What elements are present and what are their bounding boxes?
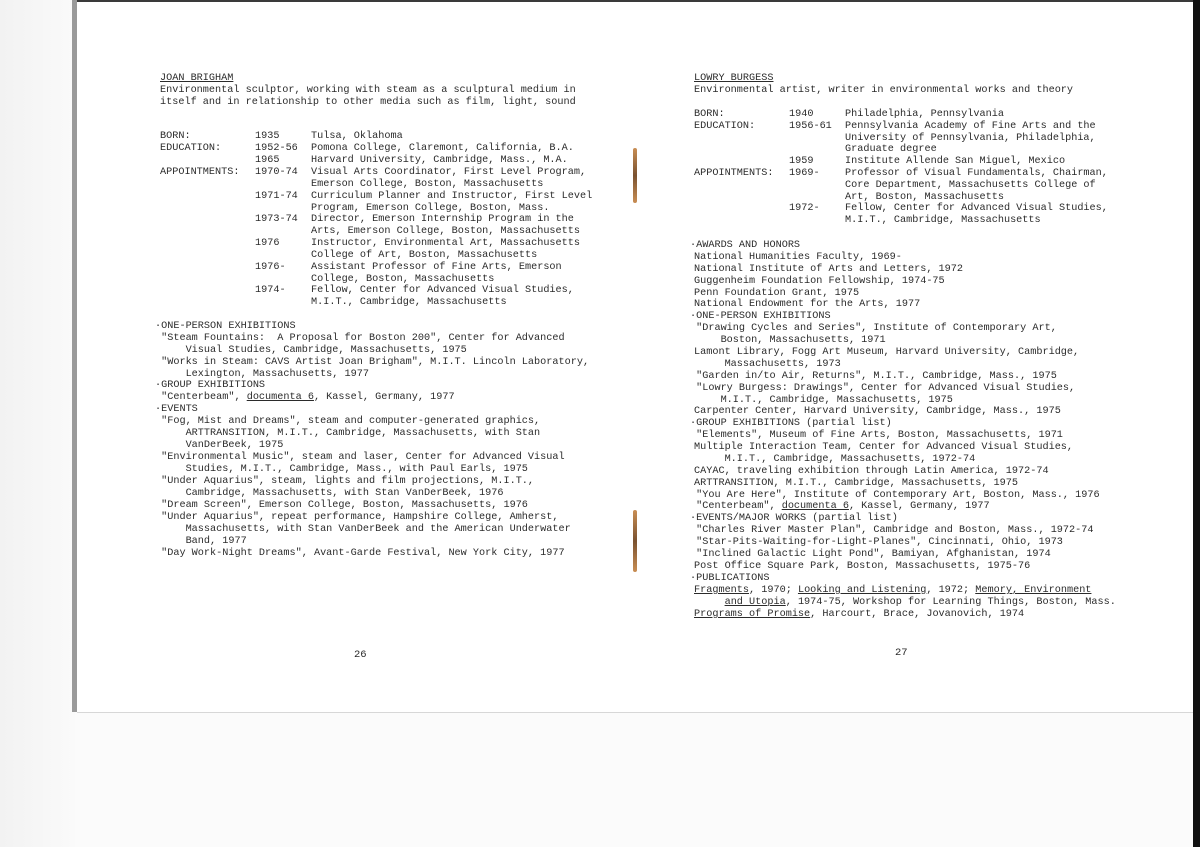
entry-year: 1956-61 xyxy=(789,121,832,132)
section-line: ·EVENTS xyxy=(155,404,198,415)
section-line: Lamont Library, Fogg Art Museum, Harvard University, Cambridge, xyxy=(694,347,1080,358)
artist-name-heading: JOAN BRIGHAM xyxy=(160,73,234,84)
section-line: "Elements", Museum of Fine Arts, Boston, Massachusetts, 1971 xyxy=(690,430,1063,441)
section-line: "Under Aquarius", repeat performance, Hampshire College, Amherst, xyxy=(155,512,559,523)
entry-year: 1976- xyxy=(255,262,286,273)
section-line: "Garden in/to Air, Returns", M.I.T., Cambridge, Mass., 1975 xyxy=(690,371,1057,382)
entry-text: M.I.T., Cambridge, Massachusetts xyxy=(845,215,1041,226)
section-line: Massachusetts, 1973 xyxy=(694,359,841,370)
entry-text: Program, Emerson College, Boston, Mass. xyxy=(311,203,550,214)
entry-text: Philadelphia, Pennsylvania xyxy=(845,109,1004,120)
section-line: National Institute of Arts and Letters, 1972 xyxy=(694,264,963,275)
education-label: EDUCATION: xyxy=(694,121,756,132)
section-line: "Charles River Master Plan", Cambridge and Boston, Mass., 1972-74 xyxy=(690,525,1094,536)
section-line: Massachusetts, with Stan VanDerBeek and the American Underwater xyxy=(155,524,571,535)
section-line: ·AWARDS AND HONORS xyxy=(690,240,801,251)
entry-text: College of Art, Boston, Massachusetts xyxy=(311,250,538,261)
section-line: ·ONE-PERSON EXHIBITIONS xyxy=(155,321,296,332)
entry-text: Fellow, Center for Advanced Visual Studies, xyxy=(311,285,574,296)
section-line: "Under Aquarius", steam, lights and film projections, M.I.T., xyxy=(155,476,535,487)
entry-year: 1965 xyxy=(255,155,280,166)
section-line: Band, 1977 xyxy=(155,536,247,547)
appointments-label: APPOINTMENTS: xyxy=(694,168,774,179)
entry-text: Instructor, Environmental Art, Massachusetts xyxy=(311,238,580,249)
entry-text: Fellow, Center for Advanced Visual Studies, xyxy=(845,203,1108,214)
section-line: M.I.T., Cambridge, Massachusetts, 1972-74 xyxy=(694,454,976,465)
entry-text: Assistant Professor of Fine Arts, Emerson xyxy=(311,262,562,273)
page-top-edge xyxy=(77,0,1193,2)
entry-text: Director, Emerson Internship Program in the xyxy=(311,214,574,225)
section-line: ·ONE-PERSON EXHIBITIONS xyxy=(690,311,831,322)
section-line: M.I.T., Cambridge, Massachusetts, 1975 xyxy=(690,395,953,406)
section-line: "Centerbeam", documenta 6, Kassel, Germany, 1977 xyxy=(155,392,455,403)
section-line: Visual Studies, Cambridge, Massachusetts, 1975 xyxy=(155,345,467,356)
section-line: "You Are Here", Institute of Contemporary Art, Boston, Mass., 1976 xyxy=(690,490,1100,501)
entry-year: 1940 xyxy=(789,109,814,120)
section-line: ·PUBLICATIONS xyxy=(690,573,770,584)
entry-text: Pennsylvania Academy of Fine Arts and the xyxy=(845,121,1096,132)
section-line: "Day Work-Night Dreams", Avant-Garde Festival, New York City, 1977 xyxy=(155,548,565,559)
entry-text: Tulsa, Oklahoma xyxy=(311,131,403,142)
entry-year: 1959 xyxy=(789,156,814,167)
section-line: ARTTRANSITION, M.I.T., Cambridge, Massachusetts, 1975 xyxy=(694,478,1019,489)
section-line: "Inclined Galactic Light Pond", Bamiyan, Afghanistan, 1974 xyxy=(690,549,1051,560)
section-line: "Steam Fountains: A Proposal for Boston 200", Center for Advanced xyxy=(155,333,565,344)
section-line: "Dream Screen", Emerson College, Boston, Massachusetts, 1976 xyxy=(155,500,528,511)
entry-text: University of Pennsylvania, Philadelphia, xyxy=(845,133,1096,144)
entry-text: Art, Boston, Massachusetts xyxy=(845,192,1004,203)
section-line: ARTTRANSITION, M.I.T., Cambridge, Massachusetts, with Stan xyxy=(155,428,541,439)
section-line: National Endowment for the Arts, 1977 xyxy=(694,299,921,310)
scanner-margin-left xyxy=(0,0,75,847)
entry-text: College, Boston, Massachusetts xyxy=(311,274,495,285)
section-line: Studies, M.I.T., Cambridge, Mass., with Paul Earls, 1975 xyxy=(155,464,528,475)
binding-staple-bottom xyxy=(633,510,637,572)
section-line: Penn Foundation Grant, 1975 xyxy=(694,288,860,299)
entry-text: Curriculum Planner and Instructor, First Level xyxy=(311,191,593,202)
section-line: Fragments, 1970; Looking and Listening, 1972; Memory, Environment xyxy=(694,585,1092,596)
section-line: Guggenheim Foundation Fellowship, 1974-75 xyxy=(694,276,945,287)
entry-year: 1970-74 xyxy=(255,167,298,178)
artist-name-heading: LOWRY BURGESS xyxy=(694,73,774,84)
entry-year: 1972- xyxy=(789,203,820,214)
section-line: "Drawing Cycles and Series", Institute of Contemporary Art, xyxy=(690,323,1057,334)
entry-year: 1976 xyxy=(255,238,280,249)
section-line: "Works in Steam: CAVS Artist Joan Brigham", M.I.T. Lincoln Laboratory, xyxy=(155,357,590,368)
entry-year: 1969- xyxy=(789,168,820,179)
entry-year: 1974- xyxy=(255,285,286,296)
section-line: Cambridge, Massachusetts, with Stan VanDerBeek, 1976 xyxy=(155,488,504,499)
entry-text: Institute Allende San Miguel, Mexico xyxy=(845,156,1066,167)
born-label: BORN: xyxy=(160,131,191,142)
entry-text: Visual Arts Coordinator, First Level Program, xyxy=(311,167,587,178)
section-line: "Fog, Mist and Dreams", steam and computer-generated graphics, xyxy=(155,416,541,427)
section-line: Programs of Promise, Harcourt, Brace, Jovanovich, 1974 xyxy=(694,609,1025,620)
born-label: BORN: xyxy=(694,109,725,120)
entry-year: 1935 xyxy=(255,131,280,142)
appointments-label: APPOINTMENTS: xyxy=(160,167,240,178)
page-number: 27 xyxy=(895,647,908,659)
section-line: Boston, Massachusetts, 1971 xyxy=(690,335,886,346)
section-line: Lexington, Massachusetts, 1977 xyxy=(155,369,369,380)
entry-text: Harvard University, Cambridge, Mass., M.A. xyxy=(311,155,568,166)
entry-text: Emerson College, Boston, Massachusetts xyxy=(311,179,544,190)
entry-year: 1971-74 xyxy=(255,191,298,202)
entry-text: Professor of Visual Fundamentals, Chairman, xyxy=(845,168,1108,179)
artist-intro-line: Environmental sculptor, working with steam as a sculptural medium in xyxy=(160,85,576,96)
artist-intro-line: itself and in relationship to other media such as film, light, sound xyxy=(160,97,576,108)
scanner-margin-right xyxy=(1193,0,1200,847)
section-line: "Centerbeam", documenta 6, Kassel, Germany, 1977 xyxy=(690,501,990,512)
page-number: 26 xyxy=(354,649,367,661)
section-line: and Utopia, 1974-75, Workshop for Learning Things, Boston, Mass. xyxy=(724,597,1116,608)
section-line: ·EVENTS/MAJOR WORKS (partial list) xyxy=(690,513,898,524)
entry-text: M.I.T., Cambridge, Massachusetts xyxy=(311,297,507,308)
section-line: ·GROUP EXHIBITIONS xyxy=(155,380,266,391)
section-line: Post Office Square Park, Boston, Massachusetts, 1975-76 xyxy=(694,561,1031,572)
education-label: EDUCATION: xyxy=(160,143,222,154)
section-line: Carpenter Center, Harvard University, Cambridge, Mass., 1975 xyxy=(694,406,1061,417)
entry-text: Pomona College, Claremont, California, B.A. xyxy=(311,143,574,154)
section-line: ·GROUP EXHIBITIONS (partial list) xyxy=(690,418,892,429)
section-line: CAYAC, traveling exhibition through Latin America, 1972-74 xyxy=(694,466,1049,477)
section-line: "Star-Pits-Waiting-for-Light-Planes", Cincinnati, Ohio, 1973 xyxy=(690,537,1063,548)
entry-year: 1973-74 xyxy=(255,214,298,225)
section-line: Multiple Interaction Team, Center for Advanced Visual Studies, xyxy=(694,442,1074,453)
entry-text: Arts, Emerson College, Boston, Massachusetts xyxy=(311,226,580,237)
binding-staple-top xyxy=(633,148,637,203)
entry-year: 1952-56 xyxy=(255,143,298,154)
artist-intro-line: Environmental artist, writer in environmental works and theory xyxy=(694,85,1074,96)
section-line: VanDerBeek, 1975 xyxy=(155,440,284,451)
section-line: National Humanities Faculty, 1969- xyxy=(694,252,902,263)
entry-text: Graduate degree xyxy=(845,144,937,155)
section-line: "Lowry Burgess: Drawings", Center for Advanced Visual Studies, xyxy=(690,383,1076,394)
section-line: "Environmental Music", steam and laser, Center for Advanced Visual xyxy=(155,452,565,463)
entry-text: Core Department, Massachusetts College of xyxy=(845,180,1096,191)
